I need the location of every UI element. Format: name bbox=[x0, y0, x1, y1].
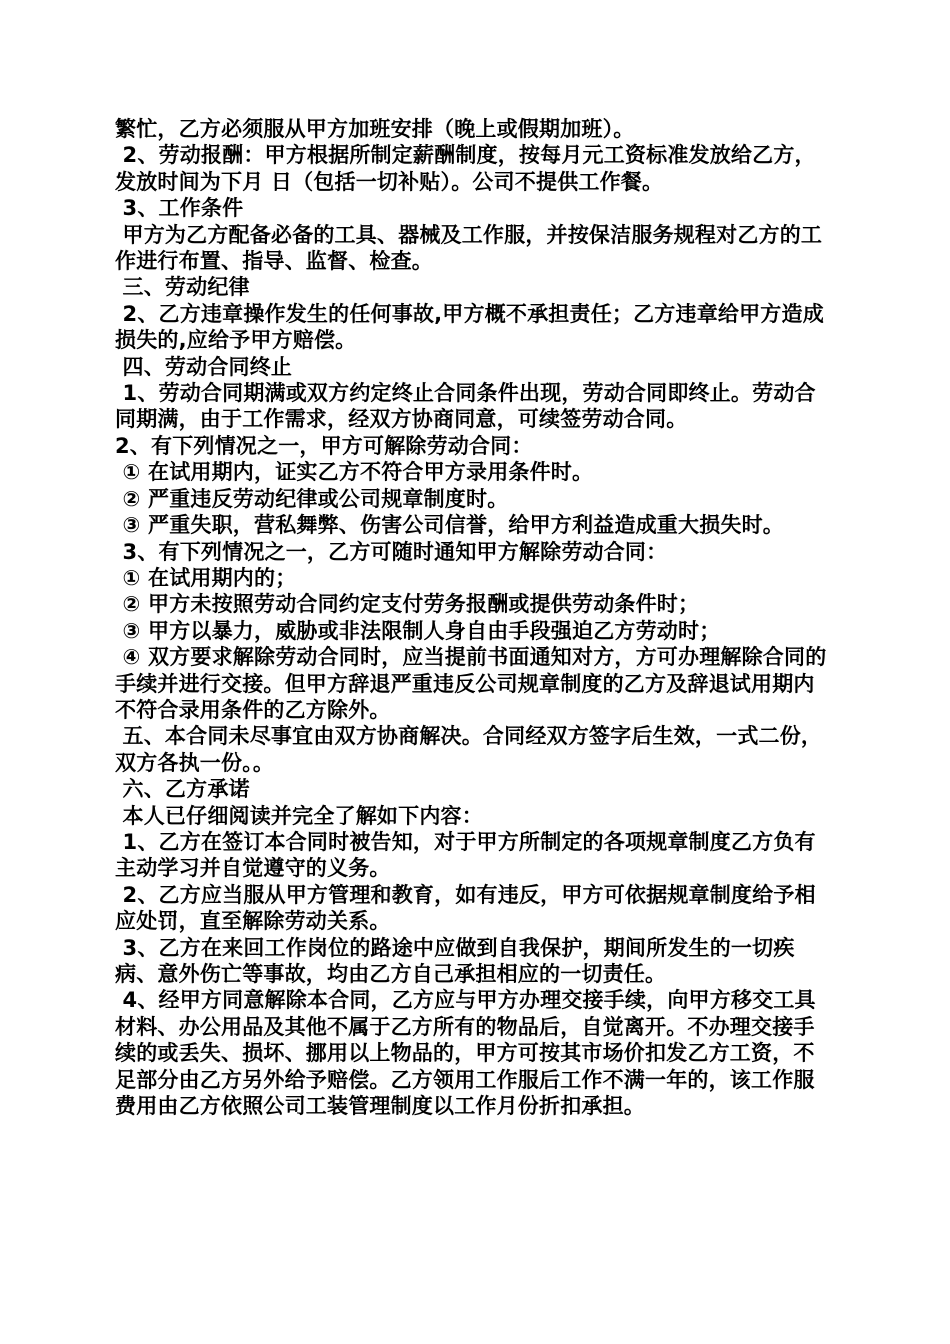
list-item-employee-4: ④ 双方要求解除劳动合同时，应当提前书面通知对方，方可办理解除合同的手续并进行交接。但甲方辞退严重违反公司规章制度的乙方及辞退试用期内不符合录用条件的乙方除外。 bbox=[115, 645, 827, 722]
paragraph-working-conditions: 甲方为乙方配备必备的工具、器械及工作服，并按保洁服务规程对乙方的工作进行布置、指导、监督、检查。 bbox=[115, 222, 823, 274]
list-item-employee-1: ① 在试用期内的； bbox=[115, 565, 297, 590]
paragraph-commitment-intro: 本人已仔细阅读并完全了解如下内容： bbox=[115, 803, 483, 828]
heading-working-conditions: 3、工作条件 bbox=[115, 196, 244, 221]
paragraph-misc-matters: 五、本合同未尽事宜由双方协商解决。合同经双方签字后生效，一式二份，双方各执一份。。 bbox=[115, 724, 823, 775]
heading-labor-discipline: 三、劳动纪律 bbox=[115, 275, 250, 300]
paragraph-contract-expiry: 1、劳动合同期满或双方约定终止合同条件出现，劳动合同即终止。劳动合同期满，由于工作需求，经双方协商同意，可续签劳动合同。 bbox=[115, 381, 816, 432]
list-item-employee-2: ② 甲方未按照劳动合同约定支付劳务报酬或提供劳动条件时； bbox=[115, 592, 700, 617]
paragraph-commitment-4: 4、经甲方同意解除本合同，乙方应与甲方办理交接手续，向甲方移交工具材料、办公用品及其他不属于乙方所有的物品后，自觉离开。不办理交接手续的或丢失、损坏、挪用以上物品的，甲方可按其市场价扣发乙方工资，不足部分由乙方另外给予赔偿。乙方领用工作服后工作不满一年的，该工作服费用由乙方依照公司工装管理制度以工作月份折扣承担。 bbox=[115, 988, 816, 1119]
paragraph-employee-termination-intro: 3、有下列情况之一，乙方可随时通知甲方解除劳动合同： bbox=[115, 539, 668, 564]
contract-page bbox=[115, 116, 835, 1119]
list-item-employer-2: ② 严重违反劳动纪律或公司规章制度时。 bbox=[115, 486, 509, 511]
paragraph-overtime-continuation: 繁忙，乙方必须服从甲方加班安排（晚上或假期加班）。 bbox=[115, 117, 635, 141]
paragraph-commitment-1: 1、乙方在签订本合同时被告知，对于甲方所制定的各项规章制度乙方负有主动学习并自觉遵守的义务。 bbox=[115, 829, 816, 881]
list-item-employee-3: ③ 甲方以暴力，威胁或非法限制人身自由手段强迫乙方劳动时； bbox=[115, 618, 721, 643]
paragraph-remuneration: 2、劳动报酬：甲方根据所制定薪酬制度，按每月元工资标准发放给乙方，发放时间为下月 日（包括一切补贴）。公司不提供工作餐。 bbox=[115, 143, 816, 194]
list-item-employer-1: ① 在试用期内，证实乙方不符合甲方录用条件时。 bbox=[115, 460, 594, 485]
paragraph-commitment-3: 3、乙方在来回工作岗位的路途中应做到自我保护，期间所发生的一切疾病、意外伤亡等事故，均由乙方自己承担相应的一切责任。 bbox=[115, 935, 795, 986]
heading-contract-termination: 四、劳动合同终止 bbox=[115, 354, 293, 379]
paragraph-violation-liability: 2、乙方违章操作发生的任何事故,甲方概不承担责任；乙方违章给甲方造成损失的,应给予甲方赔偿。 bbox=[115, 301, 824, 353]
paragraph-commitment-2: 2、乙方应当服从甲方管理和教育，如有违反，甲方可依据规章制度给予相应处罚，直至解除劳动关系。 bbox=[115, 882, 816, 934]
paragraph-employer-termination-intro: 2、有下列情况之一，甲方可解除劳动合同： bbox=[115, 433, 533, 458]
heading-employee-commitment: 六、乙方承诺 bbox=[115, 777, 250, 802]
list-item-employer-3: ③ 严重失职，营私舞弊、伤害公司信誉，给甲方利益造成重大损失时。 bbox=[115, 513, 785, 538]
